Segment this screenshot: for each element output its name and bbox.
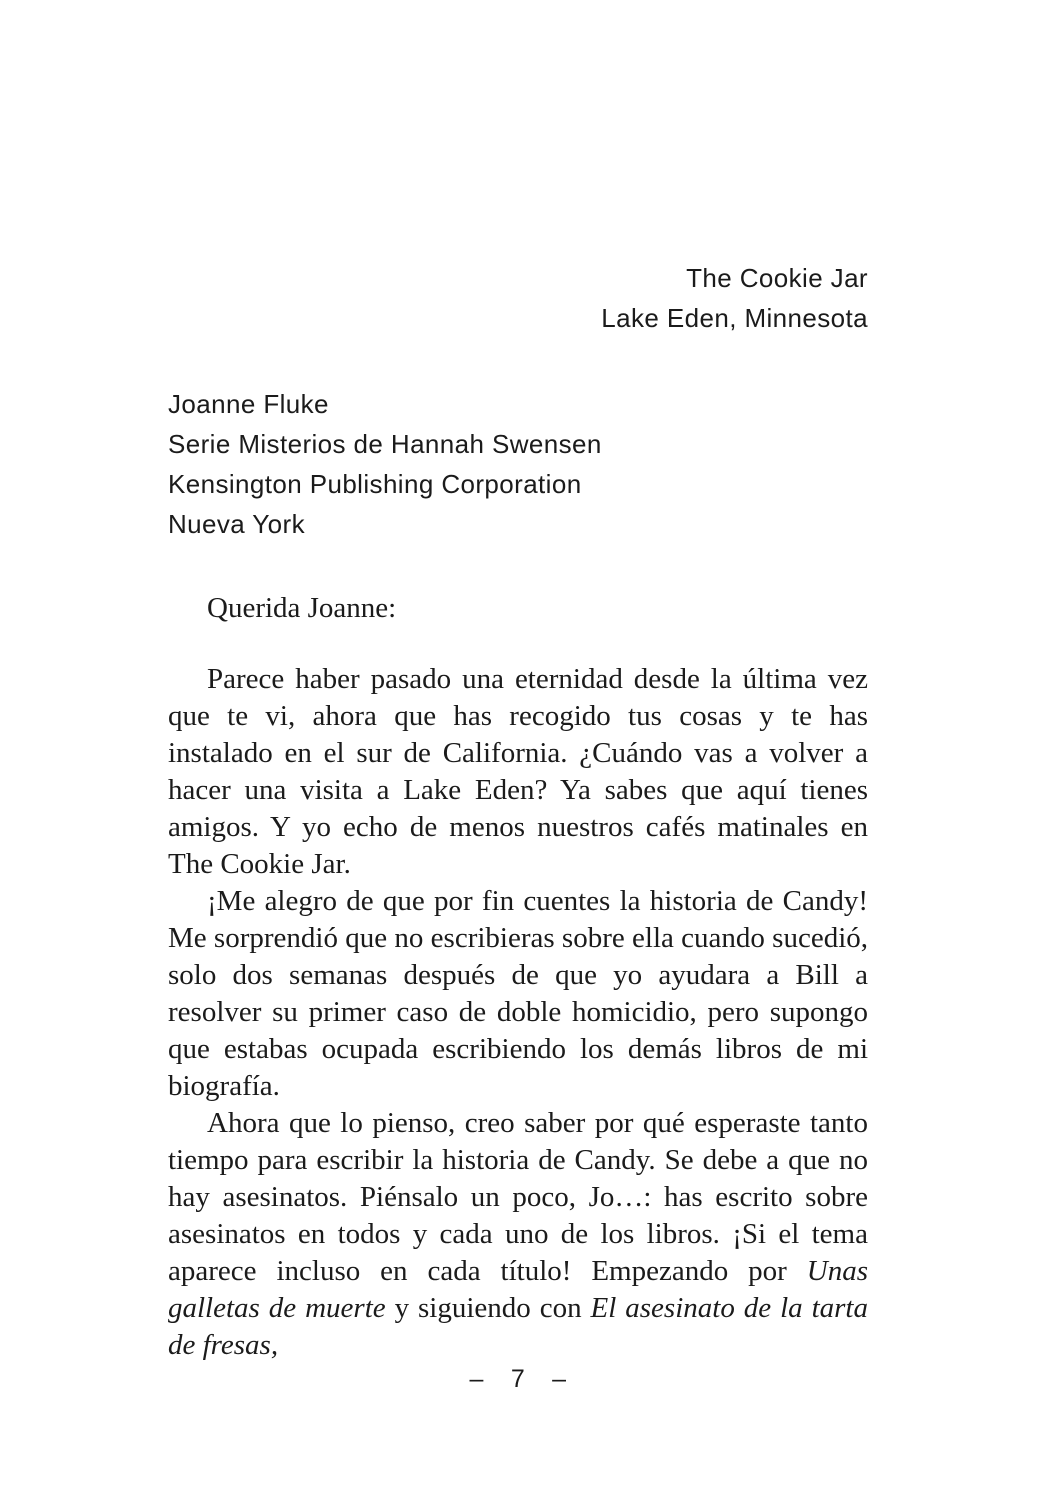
sender-city: Nueva York	[168, 509, 305, 539]
letterhead-line-1: The Cookie Jar	[686, 263, 868, 293]
page-number: 7	[510, 1365, 526, 1393]
letter-text: y siguiendo con	[385, 1292, 591, 1324]
sender-publisher: Kensington Publishing Corporation	[168, 469, 582, 499]
letter-text: Parece haber pasado una eternidad desde la última vez que te vi, ahora que has recogido tus cosas y te has instalado en el sur de California. ¿Cuándo vas a volver a hacer una visita a Lake Eden? Ya sabes que aquí tienes amigos. Y yo echo de menos nuestros cafés matinales en The Cookie Jar.	[168, 663, 868, 880]
letter-paragraph	[168, 1105, 868, 1364]
letter-text: ¡Me alegro de que por fin cuentes la historia de Candy! Me sorprendió que no escribieras sobre ella cuando sucedió, solo dos semanas después de que yo ayudara a Bill a resolver su primer caso de doble homicidio, pero supongo que estabas ocupada escribiendo los demás libros de mi biografía.	[168, 885, 868, 1102]
folio-dash-left: –	[469, 1365, 484, 1393]
letter-salutation: Querida Joanne:	[207, 592, 397, 624]
folio-dash-right: –	[552, 1365, 567, 1393]
sender-series: Serie Misterios de Hannah Swensen	[168, 429, 602, 459]
book-title: Unas galletas de muerte	[168, 1255, 868, 1324]
letterhead-line-2: Lake Eden, Minnesota	[601, 303, 868, 333]
sender-author: Joanne Fluke	[168, 389, 329, 419]
letter-paragraph	[168, 883, 868, 1105]
book-title: El asesinato de la tarta de fresas,	[168, 1292, 868, 1361]
sender-block	[168, 384, 868, 544]
letterhead	[168, 258, 868, 338]
letter-body	[168, 661, 868, 1364]
letter-paragraph	[168, 661, 868, 883]
letter-text: Ahora que lo pienso, creo saber por qué esperaste tanto tiempo para escribir la historia de Candy. Se debe a que no hay asesinatos. Piénsalo un poco, Jo…: has escrito sobre asesinatos en todos y cada uno de los libros. ¡Si el tema aparece incluso en cada título! Empezando por	[168, 1107, 868, 1287]
page-footer	[168, 1363, 868, 1395]
